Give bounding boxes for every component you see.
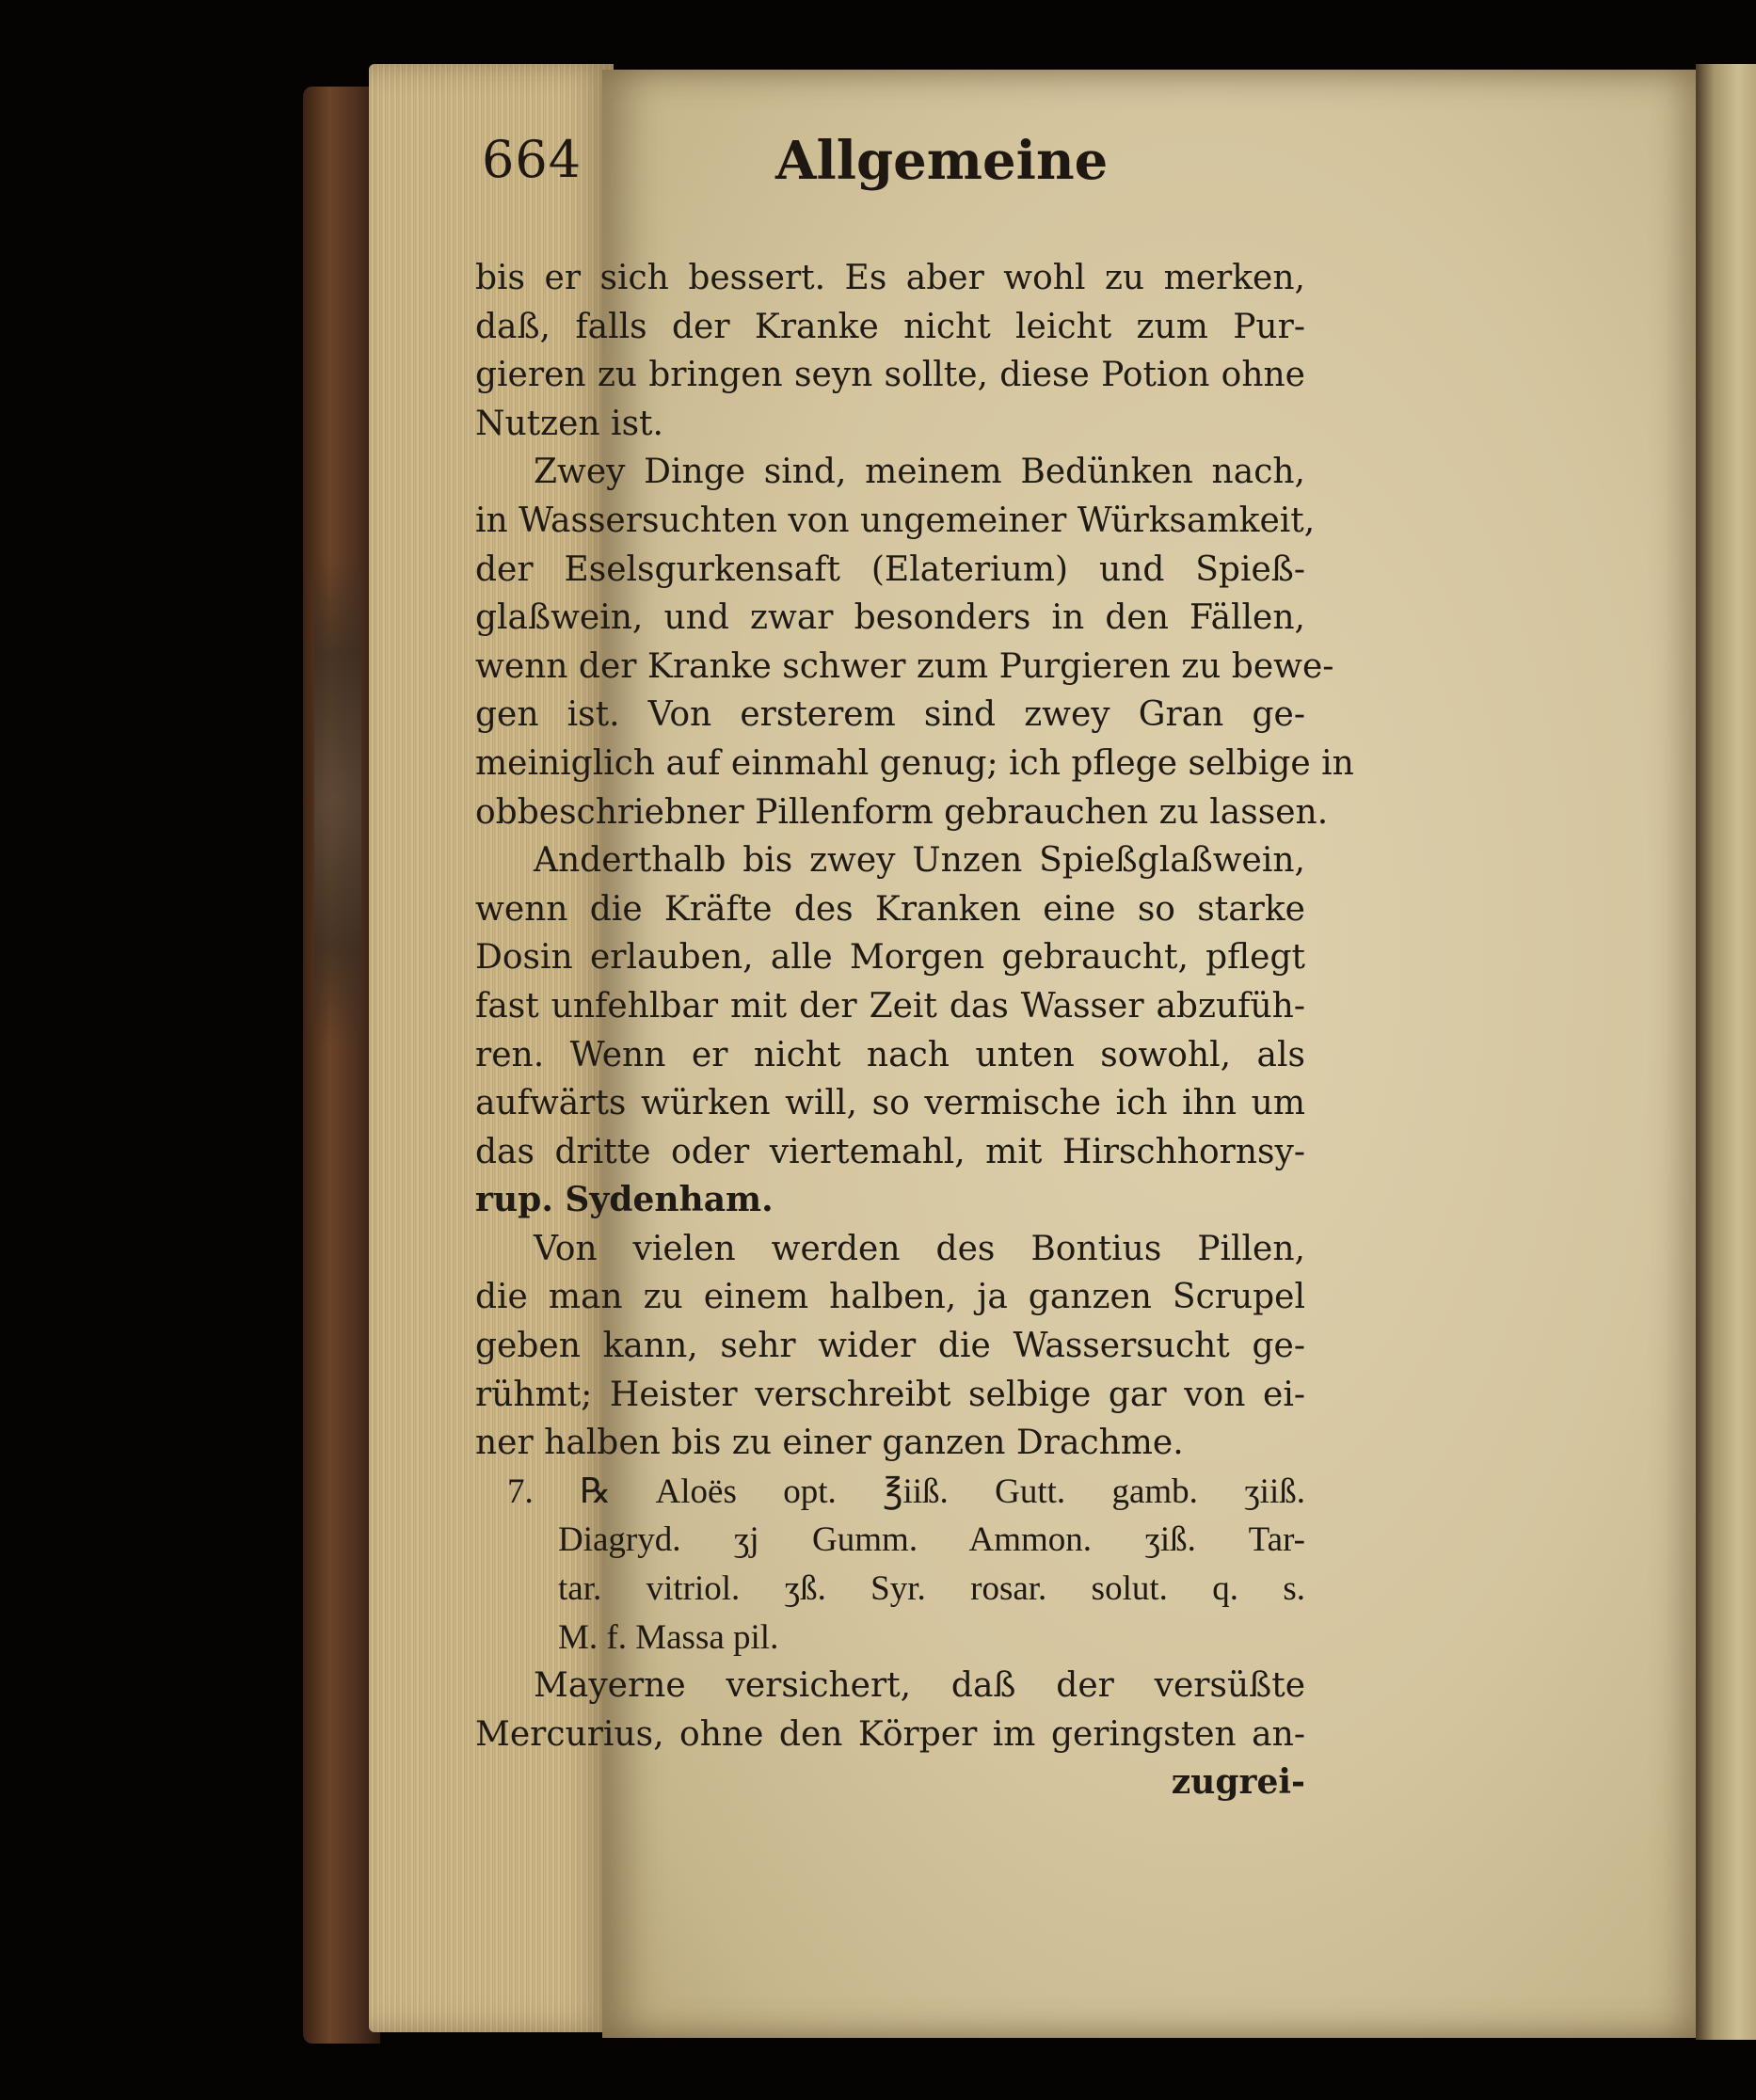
text-line: aufwärts würken will, so vermische ich ihn um (475, 1084, 1305, 1123)
page-number: 664 (482, 130, 583, 189)
text-line: bis er sich bessert. Es aber wohl zu merken, (475, 259, 1305, 297)
text-line: geben kann, sehr wider die Wassersucht ge- (475, 1327, 1305, 1366)
text-line: Dosin erlauben, alle Morgen gebraucht, pflegt (475, 938, 1305, 978)
text-line: daß, falls der Kranke nicht leicht zum Pur- (475, 307, 1305, 346)
text-line: das dritte oder viertemahl, mit Hirschhornsy- (475, 1132, 1305, 1171)
text-line: Nutzen ist. (475, 404, 663, 443)
running-head: Allgemeine (775, 130, 1109, 192)
text-line: rühmt; Heister verschreibt selbige gar von ei- (475, 1375, 1305, 1414)
text-line: Zwey Dinge sind, meinem Bedünken nach, (534, 453, 1305, 492)
page-header (482, 130, 1310, 215)
paragraph-4 (475, 1225, 1305, 1468)
text-line: glaßwein, und zwar besonders in den Fällen, (475, 598, 1305, 638)
text-line: Mercurius, ohne den Körper im geringsten an- (475, 1714, 1305, 1754)
text-line: rup. Sydenham. (475, 1180, 774, 1220)
recipe-line: M. f. Massa pil. (558, 1617, 779, 1657)
recipe-line: 7. ℞ Aloës opt. ℥iiß. Gutt. gamb. ʒiiß. (507, 1472, 1305, 1511)
paragraph-2 (475, 448, 1354, 836)
text-line: Anderthalb bis zwey Unzen Spießglaßwein, (534, 841, 1305, 881)
text-line: die man zu einem halben, ja ganzen Scrupel (475, 1278, 1305, 1317)
text-line: Mayerne versichert, daß der versüßte (534, 1666, 1305, 1706)
facing-page-edge (1696, 64, 1756, 2040)
text-line: wenn der Kranke schwer zum Purgieren zu bewe- (475, 646, 1334, 686)
text-line: in Wassersuchten von ungemeiner Würksamkeit, (475, 501, 1316, 540)
text-line: Von vielen werden des Bontius Pillen, (534, 1229, 1305, 1268)
recipe-line: Diagryd. ʒj Gumm. Ammon. ʒiß. Tar- (558, 1520, 1305, 1560)
text-line: ner halben bis zu einer ganzen Drachme. (475, 1424, 1184, 1463)
recipe-line: tar. vitriol. ʒß. Syr. rosar. solut. q. s. (558, 1569, 1305, 1609)
paragraph-5 (475, 1662, 1305, 1758)
text-line: der Eselsgurkensaft (Elaterium) und Spieß- (475, 549, 1305, 589)
text-line: meiniglich auf einmahl genug; ich pflege selbige in (475, 743, 1354, 783)
paragraph-1 (475, 254, 1305, 448)
text-line: gen ist. Von ersterem sind zwey Gran ge- (475, 695, 1305, 735)
recipe-block (475, 1468, 1305, 1662)
catchword: zugrei- (1171, 1762, 1305, 1803)
text-line: obbeschriebner Pillenform gebrauchen zu lassen. (475, 792, 1329, 832)
text-line: gieren zu bringen seyn sollte, diese Potion ohne (475, 356, 1305, 395)
text-line: wenn die Kräfte des Kranken eine so starke (475, 889, 1305, 929)
text-line: fast unfehlbar mit der Zeit das Wasser abzufüh- (475, 986, 1305, 1026)
paragraph-3 (475, 836, 1305, 1225)
body-text (475, 254, 1354, 1807)
text-line: ren. Wenn er nicht nach unten sowohl, als (475, 1035, 1305, 1074)
